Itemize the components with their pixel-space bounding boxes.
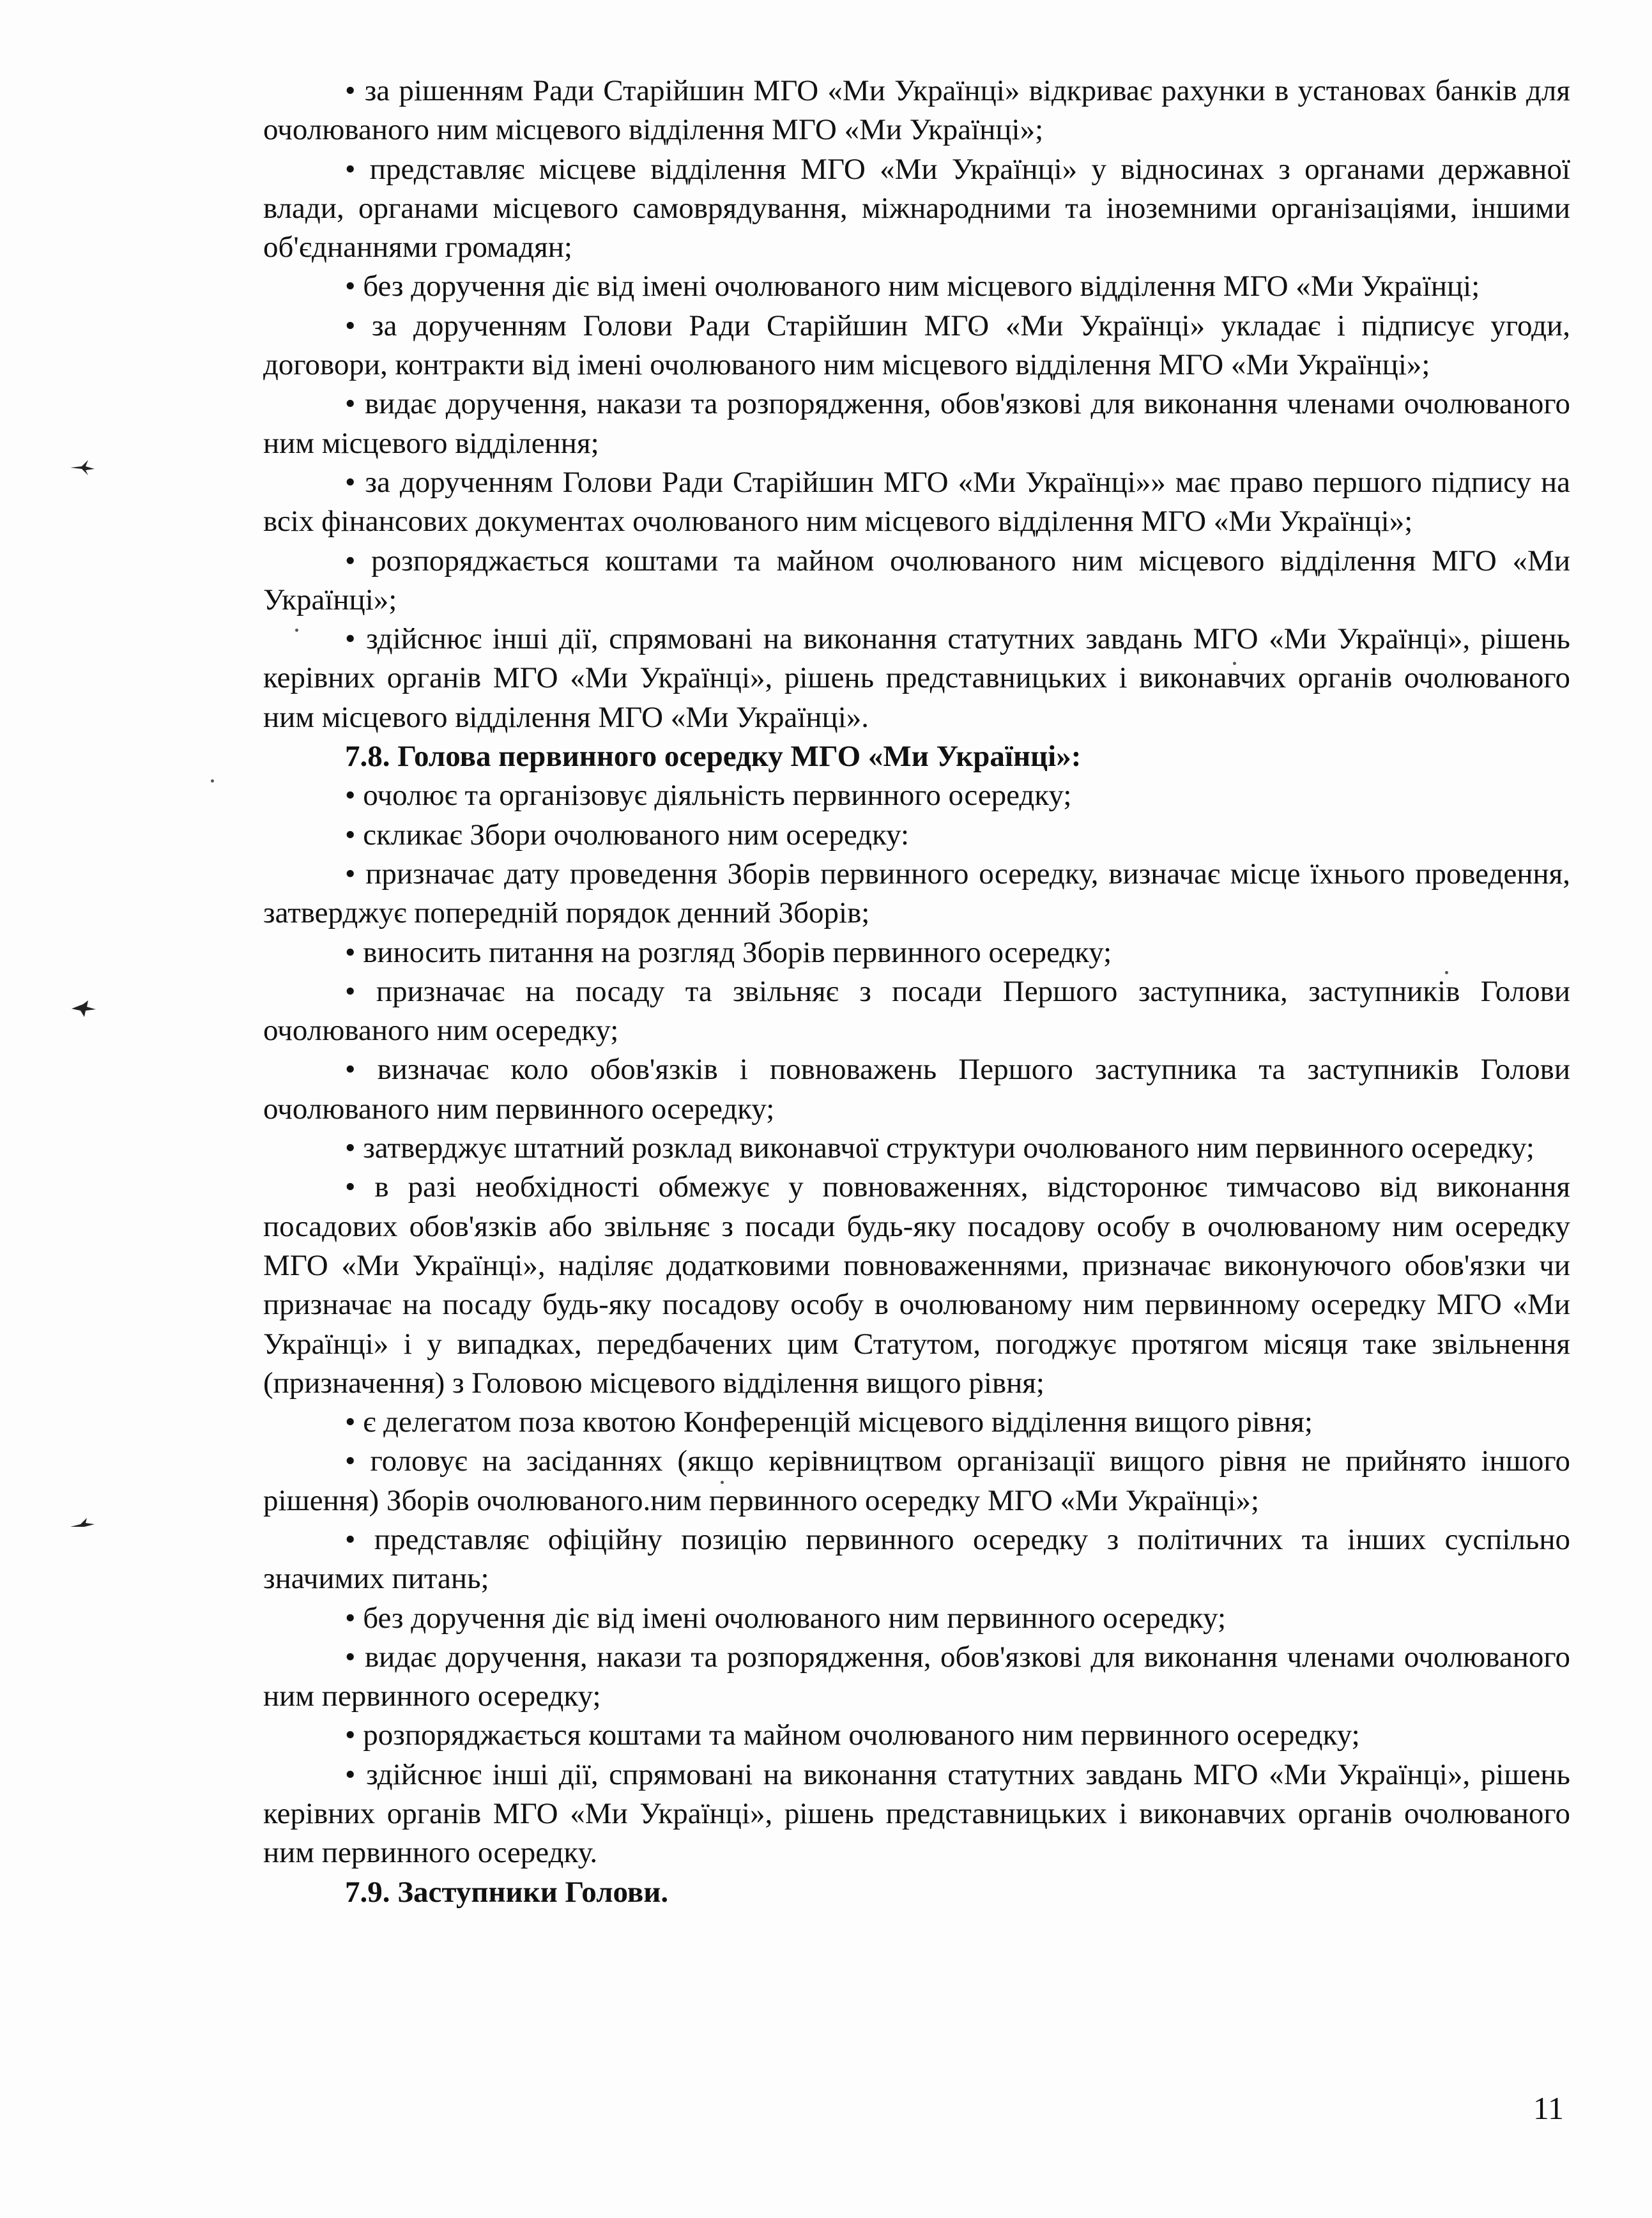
paragraph: • очолює та організовує діяльність первинного осередку; xyxy=(345,779,1072,813)
paragraph: • призначає на посаду та звільняє з посади Першого заступника, заступників Голови очолюваного ним осередку; xyxy=(263,974,1570,1048)
paragraph: • виносить питання на розгляд Зборів первинного осередку; xyxy=(345,935,1112,969)
paragraph: • призначає дату проведення Зборів первинного осередку, визначає місце їхнього проведення, затверджує попередній порядок денний Зборів; xyxy=(263,857,1570,930)
paragraph: • без доручення діє від імені очолюваного ним первинного осередку; xyxy=(345,1601,1226,1635)
paragraph: • головує на засіданнях (якщо керівництвом організації вищого рівня не прийнято іншого рішення) Зборів очолюваного.ним первинного осередку МГО «Ми Українці»; xyxy=(263,1444,1570,1517)
paragraph: • визначає коло обов'язків і повноважень Першого заступника та заступників Голови очолюваного ним первинного осередку; xyxy=(263,1053,1570,1126)
binding-hole-mark xyxy=(69,999,97,1018)
binding-hole-mark xyxy=(69,1514,97,1533)
paragraph: • за дорученням Голови Ради Старійшин МГО «Ми Українці» укладає і підписує угоди, договори, контракти від імені очолюваного ним місцевого відділення МГО «Ми Українці»; xyxy=(263,309,1570,382)
section-heading: 7.9. Заступники Голови. xyxy=(345,1875,669,1909)
paragraph: • представляє місцеве відділення МГО «Ми Українці» у відносинах з органами державної влади, органами місцевого самоврядування, міжнародними та іноземними організаціями, іншими об'єднаннями громадян; xyxy=(263,152,1570,264)
paragraph: • здійснює інші дії, спрямовані на виконання статутних завдань МГО «Ми Українці», рішень керівних органів МГО «Ми Українці», рішень представницьких і виконавчих органів очолюваного ним місцевого відділення МГО «Ми Українці». xyxy=(263,622,1570,734)
paragraph: • розпоряджається коштами та майном очолюваного ним первинного осередку; xyxy=(345,1718,1360,1752)
paragraph: • за дорученням Голови Ради Старійшин МГО «Ми Українці»» має право першого підпису на всіх фінансових документах очолюваного ним місцевого відділення МГО «Ми Українці»; xyxy=(263,465,1570,539)
paragraph: • затверджує штатний розклад виконавчої структури очолюваного ним первинного осередку; xyxy=(345,1131,1534,1165)
scan-speck xyxy=(211,779,214,783)
paragraph: • представляє офіційну позицію первинного осередку з політичних та інших суспільно значимих питань; xyxy=(263,1522,1570,1596)
paragraph: • здійснює інші дії, спрямовані на виконання статутних завдань МГО «Ми Українці», рішень керівних органів МГО «Ми Українці», рішень представницьких і виконавчих органів очолюваного ним первинного осередку. xyxy=(263,1757,1570,1870)
paragraph: • розпоряджається коштами та майном очолюваного ним місцевого відділення МГО «Ми Українці»; xyxy=(263,544,1570,616)
document-body xyxy=(263,72,1570,1912)
paragraph: • без доручення діє від імені очолюваного ним місцевого відділення МГО «Ми Українці; xyxy=(345,270,1480,303)
paragraph: • видає доручення, накази та розпорядження, обов'язкові для виконання членами очолюваного ним місцевого відділення; xyxy=(263,387,1570,460)
paragraph: • за рішенням Ради Старійшин МГО «Ми Українці» відкриває рахунки в установах банків для очолюваного ним місцевого відділення МГО «Ми Українці»; xyxy=(263,74,1570,147)
paragraph: • видає доручення, накази та розпорядження, обов'язкові для виконання членами очолюваного ним первинного осередку; xyxy=(263,1640,1570,1713)
paragraph: • в разі необхідності обмежує у повноваженнях, відсторонює тимчасово від виконання посадових обов'язків або звільняє з посади будь-яку посадову особу в очолюваному ним осередку МГО «Ми Українці», наділяє додатковими повноваженнями, призначає виконуючого обов'язки чи призначає на посаду будь-яку посадову особу в очолюваному ним первинному осередку МГО «Ми Українці» і у випадках, передбачених цим Статутом, погоджує протягом місяця таке звільнення (призначення) з Головою місцевого відділення вищого рівня; xyxy=(263,1170,1570,1400)
paragraph: • скликає Збори очолюваного ним осередку: xyxy=(345,818,910,852)
binding-hole-mark xyxy=(69,457,97,477)
section-heading: 7.8. Голова первинного осередку МГО «Ми Українці»: xyxy=(345,740,1082,774)
page-number: 11 xyxy=(1533,2090,1564,2126)
paragraph: • є делегатом поза квотою Конференцій місцевого відділення вищого рівня; xyxy=(345,1405,1313,1439)
